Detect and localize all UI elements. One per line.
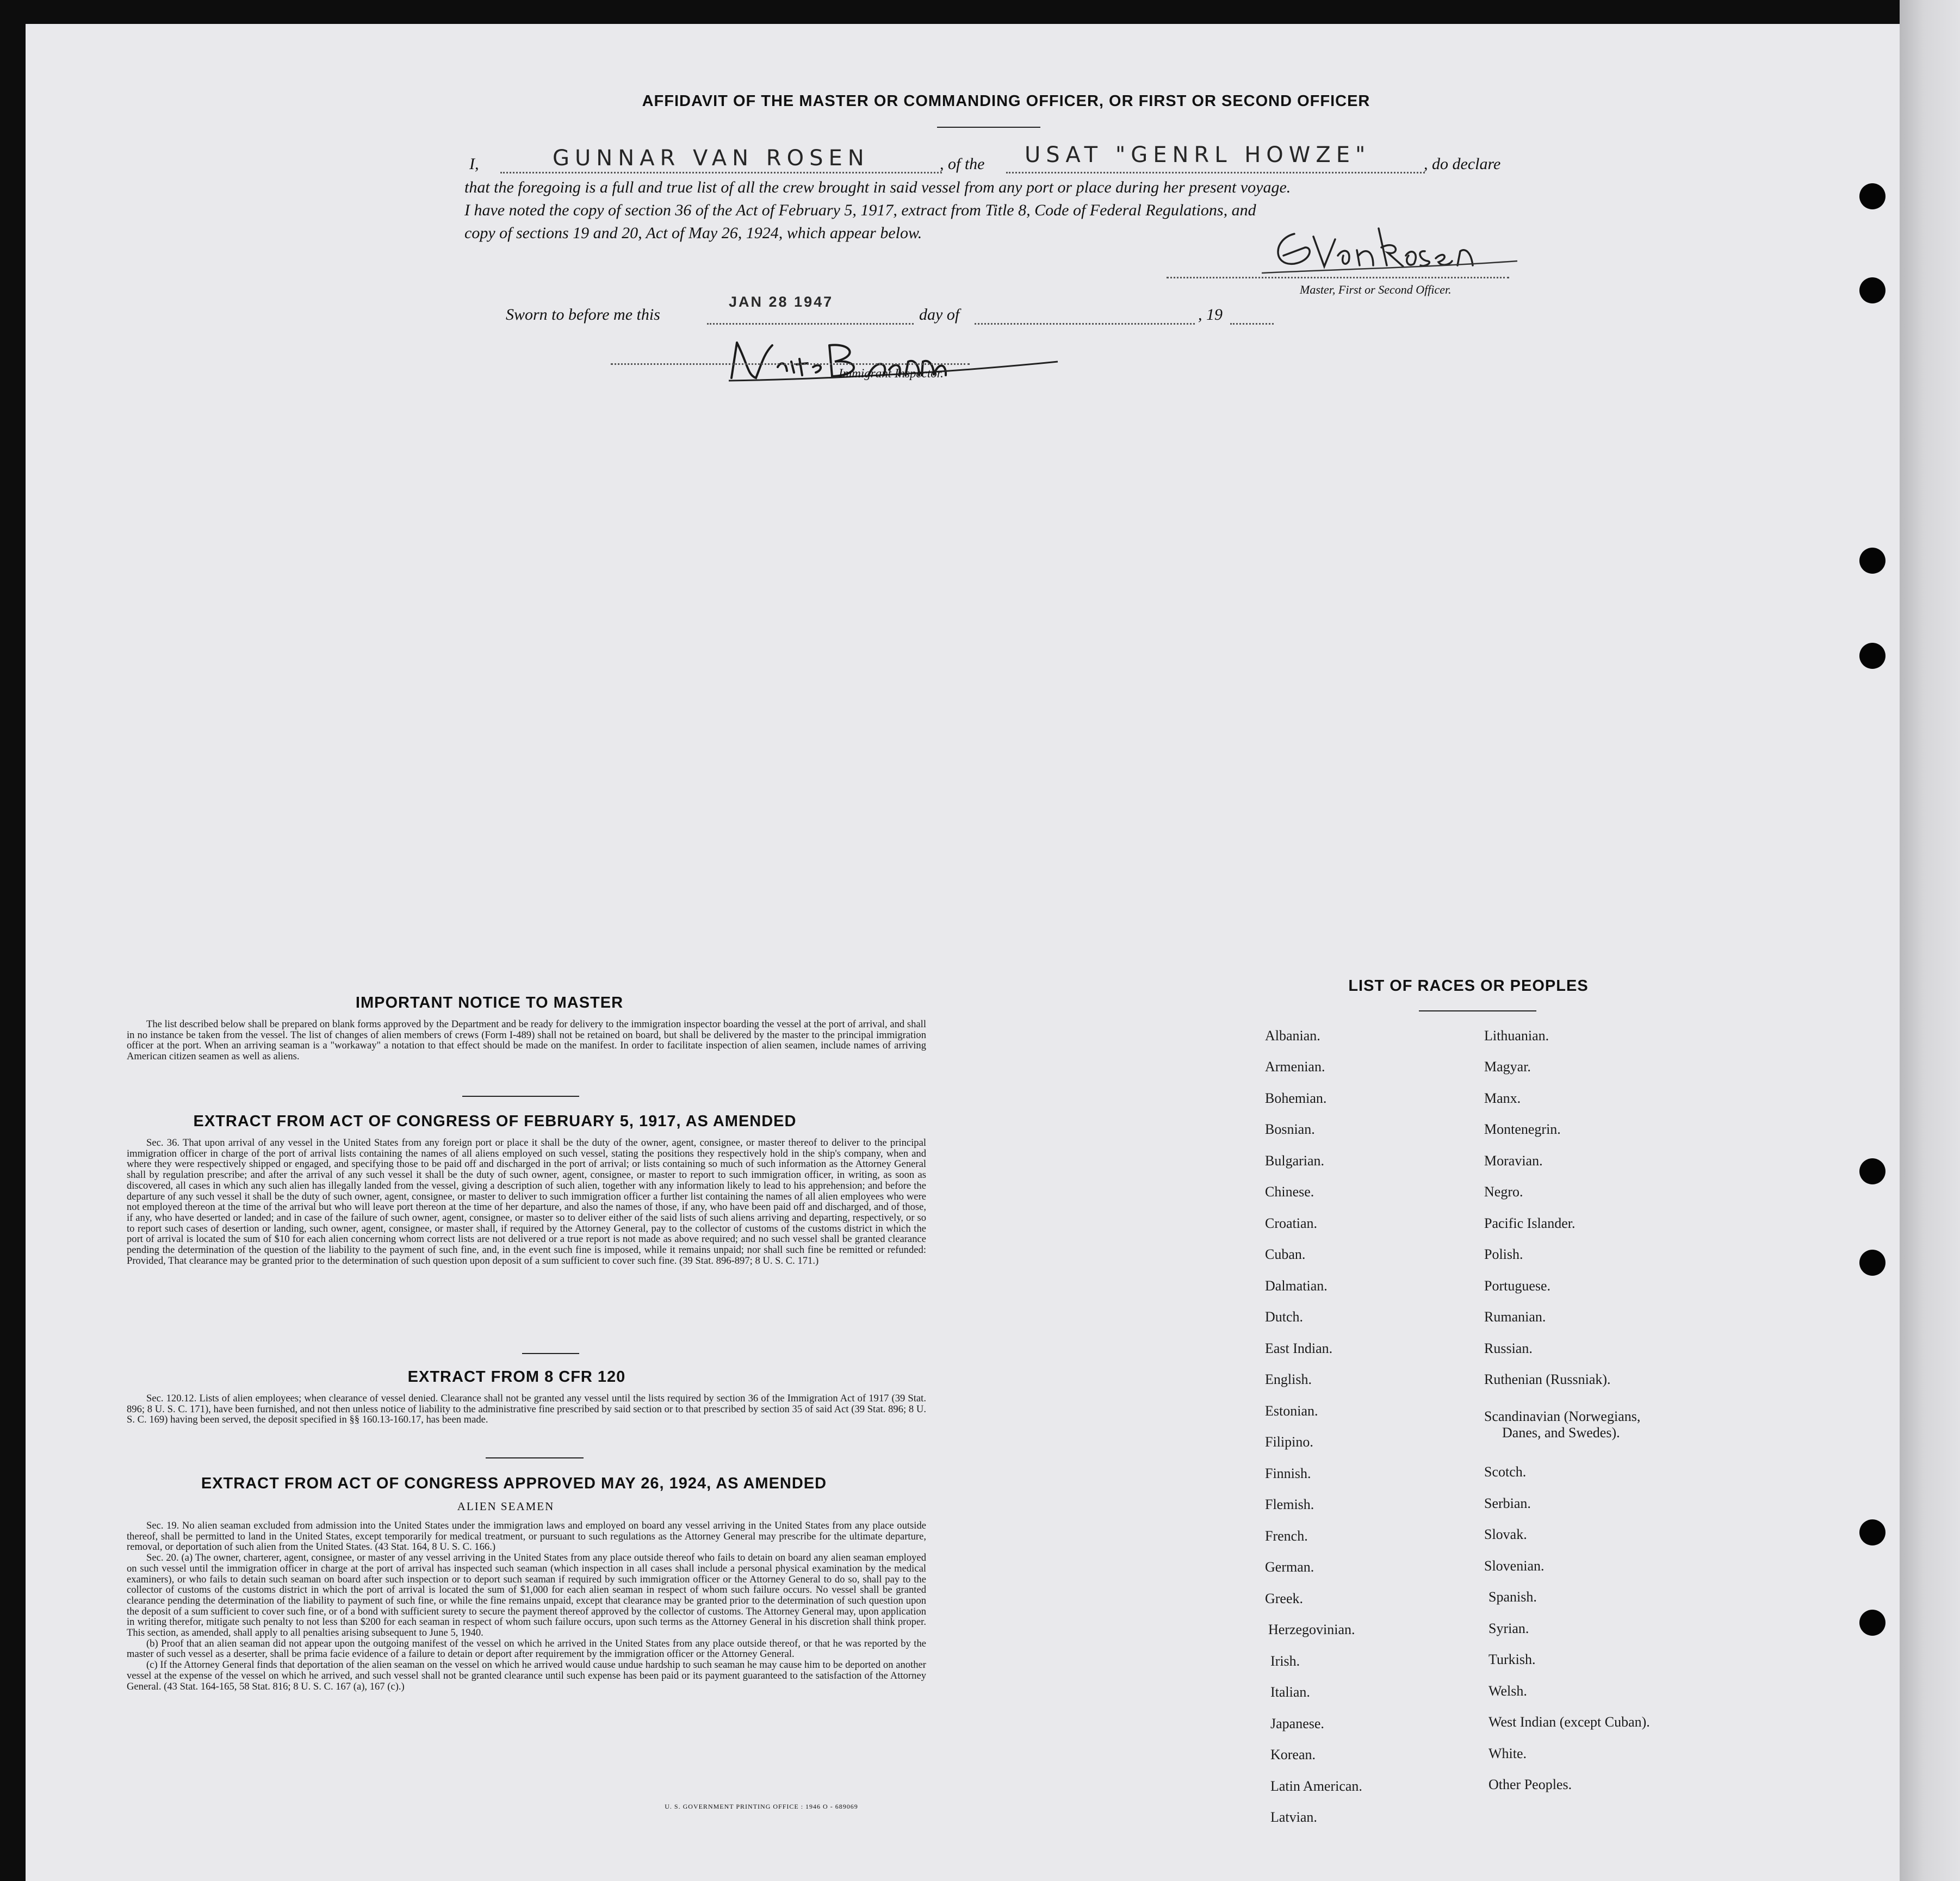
race-item: Irish.: [1270, 1653, 1300, 1669]
race-item: Danes, and Swedes).: [1502, 1425, 1620, 1441]
race-item: Finnish.: [1265, 1466, 1311, 1481]
punch-hole: [1859, 1519, 1885, 1545]
race-item: Slovak.: [1484, 1526, 1527, 1542]
race-item: Russian.: [1484, 1340, 1533, 1356]
year-blank: [1230, 323, 1274, 325]
printing-office-imprint: U. S. GOVERNMENT PRINTING OFFICE : 1946 O - 689069: [665, 1803, 858, 1810]
section-20a-paragraph: Sec. 20. (a) The owner, charterer, agent, consignee, or master of any vessel arriving in the United States from any place outside thereof who fails to detain on board any alien seaman employed on such vessel until the immigration officer in charge at the port of arrival has inspected such seaman (which inspection in all cases shall include a personal physical examination by the medical examiners), or who fails to detain such seaman on board after such inspection or to deport such seaman if required by such immigration officer or the Attorney General to do so, shall pay to the collector of customs of the customs district in which the port of arrival is located the sum of $1,000 for each alien seaman in respect of whom such failure occurs. No vessel shall be granted clearance pending the determination of the liability to payment of such fine, or while the fine remains unpaid, except that clearance may be granted prior to the determination of such question upon the deposit of a sum sufficient to cover such fine, or of a bond with sufficient surety to secure the payment thereof approved by the collector of customs. The Attorney General may, upon application in writing therefor, mitigate such penalty to not less than $200 for each seaman in respect of whom such failure occurs, upon such terms as the Attorney General in his discretion shall think proper. This section, as amended, shall apply to all penalties arising subsequent to June 5, 1940.: [127, 1552, 926, 1639]
extract-8cfr-title: EXTRACT FROM 8 CFR 120: [407, 1368, 626, 1386]
master-signature-blank: [1167, 277, 1509, 278]
race-item: White.: [1488, 1746, 1527, 1761]
section-20b-paragraph: (b) Proof that an alien seaman did not appear upon the outgoing manifest of the vessel on which he arrived in the United States from any place outside thereof, or that he was reported by the master of such vessel as a deserter, shall be prima facie evidence of a failure to detain or deport after requirement by the immigration officer or the Attorney General.: [127, 1637, 926, 1660]
race-item: Latin American.: [1270, 1778, 1362, 1794]
affidavit-title: AFFIDAVIT OF THE MASTER OR COMMANDING OFFICER, OR FIRST OR SECOND OFFICER: [642, 92, 1370, 110]
race-item: Welsh.: [1488, 1683, 1527, 1699]
affidavit-line-2: that the foregoing is a full and true list of all the crew brought in said vessel from any port or place during her present voyage.: [464, 178, 1291, 196]
alien-seamen-subtitle: ALIEN SEAMEN: [457, 1500, 555, 1513]
section-rule: [462, 1096, 579, 1097]
race-item: Scandinavian (Norwegians,: [1484, 1408, 1641, 1424]
race-item: Syrian.: [1488, 1621, 1529, 1636]
sworn-label: Sworn to before me this: [506, 306, 660, 324]
race-item: German.: [1265, 1559, 1314, 1575]
race-item: English.: [1265, 1371, 1312, 1387]
year-label: , 19: [1198, 306, 1223, 324]
race-item: Serbian.: [1484, 1495, 1531, 1511]
race-item: Pacific Islander.: [1484, 1215, 1576, 1231]
race-item: West Indian (except Cuban).: [1488, 1714, 1650, 1730]
race-item: Magyar.: [1484, 1059, 1531, 1075]
race-item: Estonian.: [1265, 1403, 1318, 1419]
race-item: Armenian.: [1265, 1059, 1325, 1075]
day-of-label: day of: [919, 306, 960, 324]
race-item: Montenegrin.: [1484, 1121, 1561, 1137]
race-item: Filipino.: [1265, 1434, 1313, 1450]
race-item: Portuguese.: [1484, 1278, 1551, 1294]
race-item: Manx.: [1484, 1090, 1521, 1106]
race-item: Negro.: [1484, 1184, 1523, 1200]
section-20c-paragraph: (c) If the Attorney General finds that deportation of the alien seaman on the vessel on which he arrived would cause undue hardship to such seaman he may cause him to be deported on another vessel at the expense of the vessel on which he arrived, and such vessel shall not be granted clearance until such expense has been paid or its payment guaranteed to the satisfaction of the Attorney General. (43 Stat. 164-165, 58 Stat. 816; 8 U. S. C. 167 (a), 167 (c).): [127, 1659, 926, 1692]
master-name-blank: [500, 172, 942, 173]
vessel-name: USAT "GENRL HOWZE": [1025, 142, 1371, 167]
section-36-paragraph: Sec. 36. That upon arrival of any vessel in the United States from any foreign port or place it shall be the duty of the owner, agent, consignee, or master thereof to deliver to the principal immigration officer in charge of the port of arrival lists containing the names of all aliens employed on such vessel, stating the positions they respectively hold in the ship's company, when and where they were respectively shipped or engaged, and specifying those to be paid off and discharged in the port of arrival; or lists containing so much of such information as the Attorney General shall by regulation prescribe; and after the arrival of any such vessel it shall be the duty of such owner, agent, consignee, or master to report to such immigration officer, in writing, as soon as discovered, all cases in which any such alien has illegally landed from the vessel, giving a description of such alien, together with any information likely to lead to his apprehension; and before the departure of any such vessel it shall be the duty of such owner, agent, consignee, or master to deliver to such immigration officer a further list containing the names of all alien employees who were not employed thereon at the time of the arrival but who will leave port thereon at the time of her departure, and also the names of those, if any, who have been paid off and discharged, and of those, if any, who have deserted or landed; and in case of the failure of such owner, agent, consignee, or master so to deliver either of the said lists of such aliens arriving and departing, respectively, or so to report such cases of desertion or landing, such owner, agent, consignee, or master shall, if required by the Attorney General, pay to the collector of customs of the customs district in which the port of arrival is located the sum of $10 for each alien concerning whom correct lists are not delivered or a true report is not made as above required; and no such vessel shall be granted clearance pending the determination of the question of the liability to the payment of such fine, and, in the event such fine is imposed, while it remains unpaid; nor shall such fine be remitted or refunded: Provided, That clearance may be granted prior to the determination of such question upon deposit of a sum sufficient to cover such fine. (39 Stat. 896-897; 8 U. S. C. 171.): [127, 1137, 926, 1267]
race-item: Moravian.: [1484, 1153, 1543, 1169]
extract-8cfr-text: [127, 1393, 926, 1425]
race-item: Greek.: [1265, 1591, 1304, 1606]
punch-hole: [1859, 183, 1885, 209]
pronoun-i: I,: [469, 155, 479, 173]
race-item: Cuban.: [1265, 1246, 1306, 1262]
race-item: Ruthenian (Russniak).: [1484, 1371, 1611, 1387]
race-item: Bosnian.: [1265, 1121, 1315, 1137]
sworn-date-stamp: JAN 28 1947: [729, 294, 834, 310]
of-the-label: , of the: [940, 155, 985, 173]
race-item: Japanese.: [1270, 1716, 1324, 1731]
race-item: East Indian.: [1265, 1340, 1333, 1356]
race-item: Bulgarian.: [1265, 1153, 1325, 1169]
race-item: Korean.: [1270, 1747, 1316, 1762]
punch-hole: [1859, 1610, 1885, 1636]
race-item: Dutch.: [1265, 1309, 1304, 1325]
race-item: Spanish.: [1488, 1589, 1537, 1605]
race-item: Croatian.: [1265, 1215, 1318, 1231]
punch-hole: [1859, 277, 1885, 303]
master-signature: [1262, 218, 1523, 277]
race-item: Other Peoples.: [1488, 1777, 1572, 1792]
race-item: Herzegovinian.: [1268, 1622, 1355, 1637]
punch-hole: [1859, 1158, 1885, 1184]
race-item: Latvian.: [1270, 1809, 1317, 1825]
race-item: Slovenian.: [1484, 1558, 1545, 1574]
race-item: Flemish.: [1265, 1497, 1314, 1512]
race-item: Lithuanian.: [1484, 1028, 1549, 1044]
affidavit-line-1: [469, 155, 479, 173]
races-rule: [1419, 1010, 1536, 1011]
master-name: GUNNAR VAN ROSEN: [553, 146, 870, 171]
punch-hole: [1859, 643, 1885, 669]
affidavit-line-4: copy of sections 19 and 20, Act of May 26, 1924, which appear below.: [464, 224, 922, 242]
notice-paragraph: The list described below shall be prepared on blank forms approved by the Department and be ready for delivery to the immigration inspector boarding the vessel at the port of arrival, and shall in no instance be taken from the vessel. The list of changes of alien members of crews (Form I-489) shall not be retained on board, but shall be delivered by the master to the principal immigration officer at the port. When an arriving seaman is a "workaway" a notation to that effect should be made on the manifest. In order to facilitate inspection of alien seamen, include names of arriving American citizen seamen as well as aliens.: [127, 1019, 926, 1063]
vessel-name-blank: [1006, 172, 1425, 173]
sworn-date-blank: [707, 323, 914, 325]
punch-hole: [1859, 1250, 1885, 1276]
section-rule: [486, 1457, 584, 1458]
race-item: French.: [1265, 1528, 1308, 1544]
race-item: Bohemian.: [1265, 1090, 1327, 1106]
section-120-paragraph: Sec. 120.12. Lists of alien employees; when clearance of vessel denied. Clearance shall not be granted any vessel until the lists required by section 36 of the Immigration Act of 1917 (39 Stat. 896; 8 U. S. C. 171), have been furnished, and not then unless notice of liability to the administrative fine prescribed by said section or to that prescribed by section 35 of said Act (39 Stat. 896; 8 U. S. C. 169) having been served, the deposit specified in §§ 160.13-160.17, has been made.: [127, 1393, 926, 1426]
do-declare-label: , do declare: [1424, 155, 1501, 173]
notice-title: IMPORTANT NOTICE TO MASTER: [355, 994, 624, 1011]
day-of-blank: [975, 323, 1195, 325]
race-item: Chinese.: [1265, 1184, 1314, 1200]
extract-1924-text: [127, 1520, 926, 1692]
race-item: Polish.: [1484, 1246, 1523, 1262]
inspector-signature-blank: [611, 363, 970, 365]
race-item: Albanian.: [1265, 1028, 1320, 1044]
race-item: Turkish.: [1488, 1652, 1536, 1667]
title-rule: [937, 127, 1040, 128]
race-item: Rumanian.: [1484, 1309, 1546, 1325]
race-item: Italian.: [1270, 1684, 1310, 1700]
section-rule: [522, 1353, 579, 1354]
races-title: LIST OF RACES OR PEOPLES: [1348, 977, 1589, 995]
race-item: Dalmatian.: [1265, 1278, 1328, 1294]
punch-hole: [1859, 548, 1885, 574]
section-19-paragraph: Sec. 19. No alien seaman excluded from admission into the United States under the immigration laws and employed on board any vessel arriving in the United States from any place outside thereof, shall be permitted to land in the United States, except temporarily for medical treatment, or pursuant to such regulations as the Attorney General may prescribe for the ultimate departure, removal, or deportation of such alien from the United States. (43 Stat. 164, 8 U. S. C. 166.): [127, 1520, 926, 1553]
affidavit-line-3: I have noted the copy of section 36 of the Act of February 5, 1917, extract from Title 8, Code of Federal Regulations, and: [464, 201, 1256, 219]
inspector-caption: Immigrant Inspector.: [839, 367, 944, 380]
extract-1924-title: EXTRACT FROM ACT OF CONGRESS APPROVED MAY 26, 1924, AS AMENDED: [201, 1475, 827, 1492]
master-caption: Master, First or Second Officer.: [1300, 283, 1452, 296]
race-item: Scotch.: [1484, 1464, 1527, 1480]
notice-text: [127, 1019, 926, 1062]
extract-1917-title: EXTRACT FROM ACT OF CONGRESS OF FEBRUARY 5, 1917, AS AMENDED: [193, 1113, 797, 1130]
extract-1917-text: [127, 1138, 926, 1266]
page-edge: [1900, 0, 1960, 1881]
